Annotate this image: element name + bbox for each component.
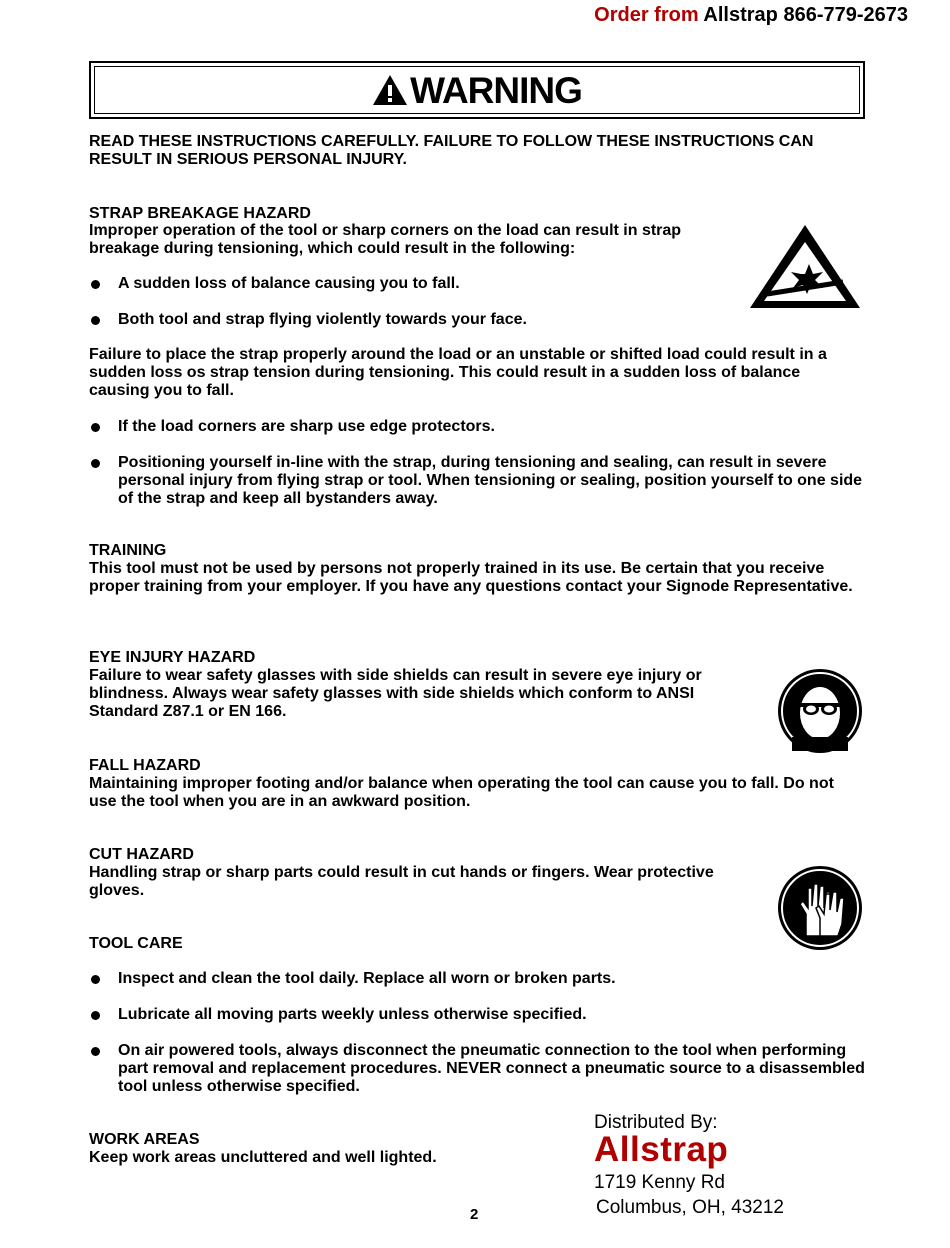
distributor-address-line1: 1719 Kenny Rd [594,1172,725,1193]
strap-breakage-text: Improper operation of the tool or sharp corners on the load can result in strap breakage during tensioning, which could result in the following: [89,222,682,257]
fall-text: Maintaining improper footing and/or balance when operating the tool can cause you to fall. Do not use the tool when you are in an awkward position. [89,775,834,810]
strap-breakage-heading: STRAP BREAKAGE HAZARD [89,205,311,222]
list-item-text: If the load corners are sharp use edge protectors. [118,418,495,435]
list-item [89,454,865,508]
strap-breakage-text-2: Failure to place the strap properly around the load or an unstable or shifted load could result in a sudden loss os strap tension during tensioning. This could result in a sudden loss of balance causing you to fall. [89,346,827,399]
order-contact: Allstrap 866-779-2673 [698,4,908,26]
intro-text: READ THESE INSTRUCTIONS CAREFULLY. FAILURE TO FOLLOW THESE INSTRUCTIONS CAN RESULT IN SERIOUS PERSONAL INJURY. [89,133,814,168]
list-item [89,418,865,436]
bullet-icon [91,316,100,325]
list-item-text: Inspect and clean the tool daily. Replace all worn or broken parts. [118,970,616,987]
bullet-icon [91,280,100,289]
list-item [89,970,865,988]
eye-injury-text: Failure to wear safety glasses with side shields can result in severe eye injury or blindness. Always wear safety glasses with side shields which conform to ANSI Standard Z87.1 or EN 166. [89,667,702,720]
list-item [89,275,865,293]
fall-heading: FALL HAZARD [89,757,201,774]
warning-triangle-icon [372,74,408,106]
eye-injury-heading: EYE INJURY HAZARD [89,649,256,666]
warning-banner-inner [94,66,860,114]
training-heading: TRAINING [89,542,167,559]
warning-banner [89,61,865,119]
page-number: 2 [470,1206,479,1223]
order-prefix: Order from [594,4,699,26]
list-item [89,311,865,329]
distributor-address-line2: Columbus, OH, 43212 [596,1197,784,1218]
safety-glasses-icon [776,667,864,755]
list-item-text: On air powered tools, always disconnect the pneumatic connection to the tool when performing part removal and replacement procedures. NEVER connect a pneumatic source to a disassembled tool unless otherwise specified. [118,1042,865,1095]
work-areas-text: Keep work areas uncluttered and well lighted. [89,1149,437,1166]
list-item-text: Lubricate all moving parts weekly unless otherwise specified. [118,1006,587,1023]
cut-heading: CUT HAZARD [89,846,194,863]
distributor-name: Allstrap [594,1130,729,1169]
bullet-icon [91,1047,100,1056]
distributor-label: Distributed By: [594,1112,718,1133]
tool-care-heading: TOOL CARE [89,935,183,952]
list-item-text: A sudden loss of balance causing you to fall. [118,275,460,292]
protective-gloves-icon [776,864,864,952]
work-areas-heading: WORK AREAS [89,1131,200,1148]
warning-title: WARNING [410,69,582,111]
training-text: This tool must not be used by persons not properly trained in its use. Be certain that you receive proper training from your employer. If you have any questions contact your Signode Representative. [89,560,853,595]
list-item-text: Positioning yourself in-line with the strap, during tensioning and sealing, can result in severe personal injury from flying strap or tool. When tensioning or sealing, position yourself to one side of the strap and keep all bystanders away. [118,454,863,507]
order-line [594,4,908,27]
list-item [89,1006,865,1024]
bullet-icon [91,423,100,432]
list-item-text: Both tool and strap flying violently towards your face. [118,311,527,328]
bullet-icon [91,1011,100,1020]
strap-breakage-hazard-icon [747,222,863,312]
cut-text: Handling strap or sharp parts could result in cut hands or fingers. Wear protective gloves. [89,864,714,899]
bullet-icon [91,975,100,984]
bullet-icon [91,459,100,468]
list-item [89,1042,865,1096]
